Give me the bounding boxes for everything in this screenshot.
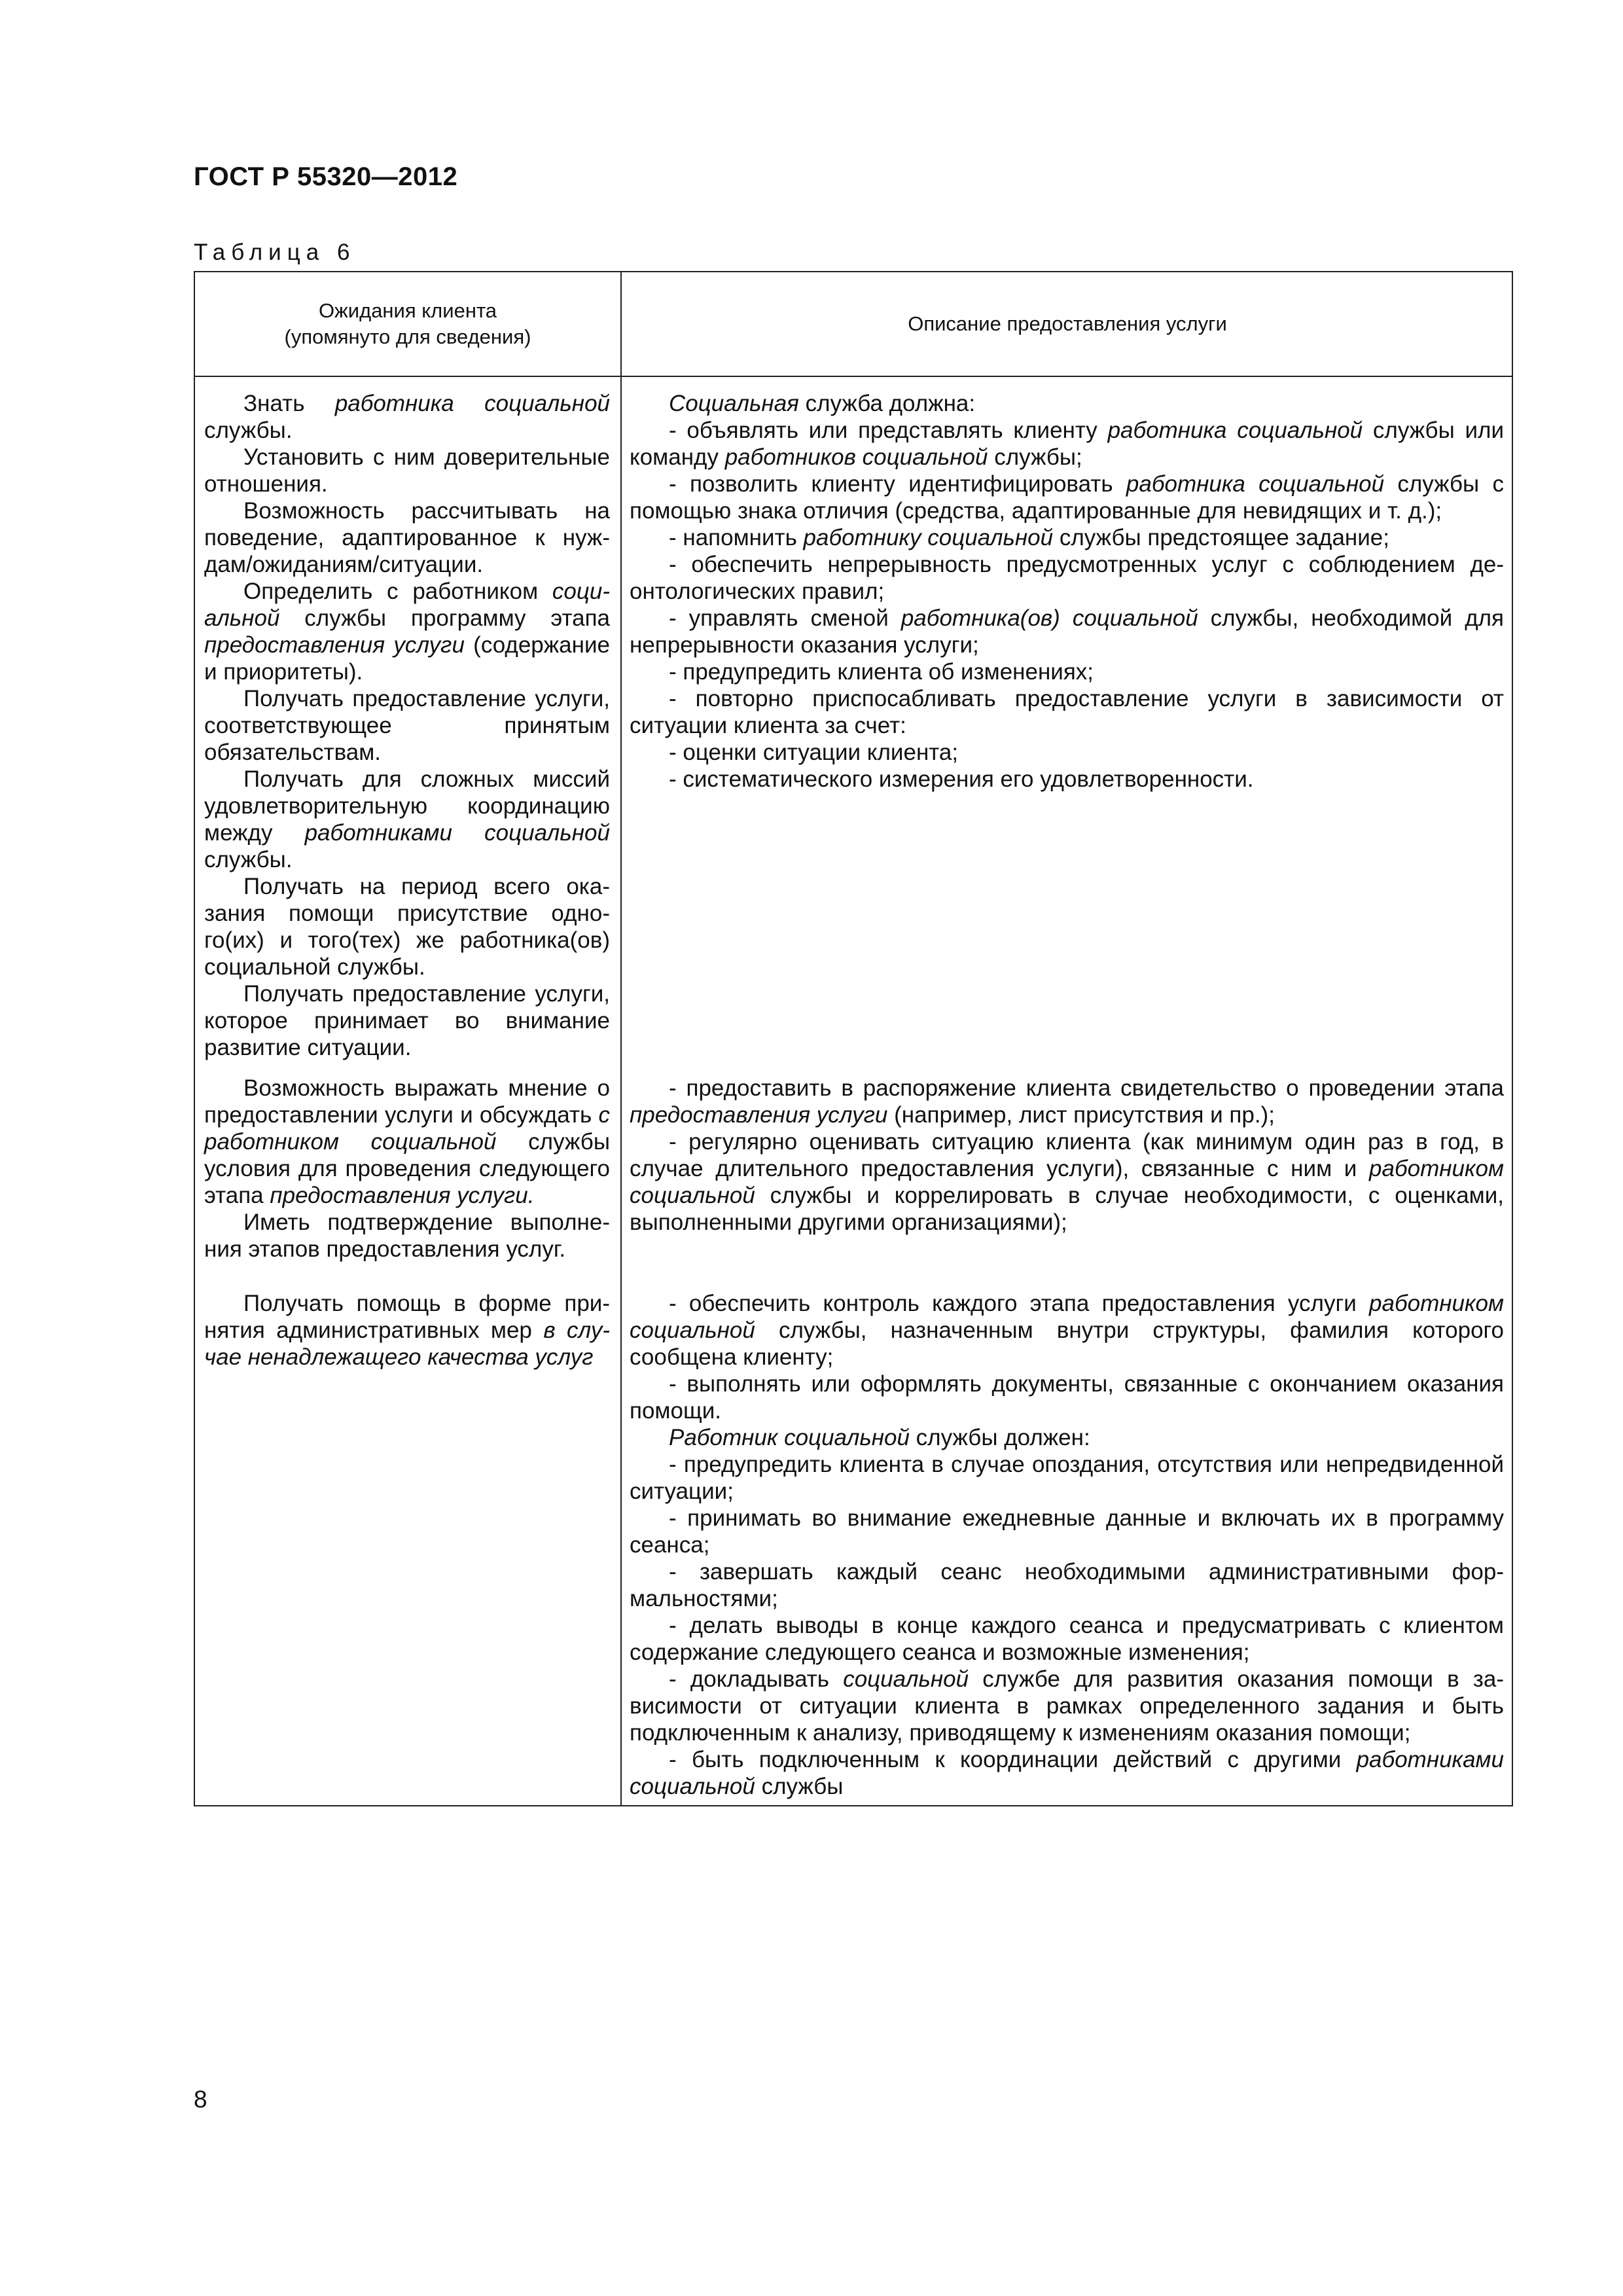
table-cell-paragraph: - управлять сменой работника(ов) социальной службы, необходимой для непрерывности оказания услуги; xyxy=(630,605,1504,658)
client-expectations-block-1 xyxy=(204,390,610,1061)
table-cell-paragraph: - предоставить в распоряжение клиента свидетельство о проведении этапа предоставления услуги (например, лист присутствия и пр.); xyxy=(630,1075,1504,1128)
column-header-service-description xyxy=(622,272,1513,376)
table-cell-paragraph: - предупредить клиента об изменениях; xyxy=(669,659,1094,685)
table-cell-paragraph: Получать предоставление услуги, соответствующее принятым обязательствам. xyxy=(204,686,610,765)
table-cell-paragraph: Получать помощь в форме принятия административных мер в случае ненадлежащего качества услуг xyxy=(204,1291,611,1370)
table-cell-paragraph: - повторно приспосабливать предоставление услуги в зависимости от ситуации клиента за счет: xyxy=(630,686,1504,738)
table-cell-paragraph: - оценки ситуации клиента; xyxy=(669,740,959,765)
service-description-block-3 xyxy=(630,1290,1504,1800)
column-header-client-expectations xyxy=(195,272,620,376)
table-cell-paragraph: Иметь подтверждение выполнения этапов предоставления услуг. xyxy=(204,1210,610,1262)
table-cell-paragraph: - быть подключенным к координации действий с другими работниками социальной службы xyxy=(630,1747,1504,1799)
table-cell-paragraph: - докладывать социальной службе для развития оказания помощи в зависимости от ситуации клиента в рамках определенного задания и быть подключенным к анализу, приводящему к изменениям оказания помощи; xyxy=(630,1666,1505,1746)
service-description-block-2 xyxy=(630,1075,1504,1236)
client-expectations-block-2 xyxy=(204,1075,610,1263)
table-cell-paragraph: Работник социальной службы должен: xyxy=(669,1425,1090,1450)
table-cell-paragraph: - завершать каждый сеанс необходимыми административными формальностями; xyxy=(630,1559,1504,1611)
table-cell-paragraph: Знать работника социальной службы. xyxy=(204,391,610,443)
header-divider xyxy=(195,376,1512,377)
page-number: 8 xyxy=(194,2086,207,2113)
table-cell-paragraph: - регулярно оценивать ситуацию клиента (как минимум один раз в год, в случае длительного предоставления услуги), связанные с ним и работником социальной службы и коррелировать в случае необходимости, с оценками, выполненными другими организациями); xyxy=(630,1129,1504,1235)
standard-designation: ГОСТ Р 55320—2012 xyxy=(194,162,458,191)
table-cell-paragraph: - объявлять или представлять клиенту работника социальной службы или команду работников социальной службы; xyxy=(630,418,1505,470)
table-cell-paragraph: Определить с работником социальной службы программу этапа предоставления услуги (содержание и приоритеты). xyxy=(204,579,610,685)
table-cell-paragraph: Возможность рассчитывать на поведение, адаптированное к нуждам/ожиданиям/ситуации. xyxy=(204,498,610,577)
service-description-block-1 xyxy=(630,390,1504,793)
table-cell-paragraph: - выполнять или оформлять документы, связанные с окончанием оказания помощи. xyxy=(630,1371,1504,1424)
table-cell-paragraph: Социальная служба должна: xyxy=(669,391,976,416)
table-cell-paragraph: - обеспечить непрерывность предусмотренных услуг с соблюдением деонтологических правил; xyxy=(630,552,1504,604)
table-cell-paragraph: Установить с ним доверительные отношения. xyxy=(204,444,610,497)
table-cell-paragraph: - систематического измерения его удовлетворенности. xyxy=(669,766,1254,792)
column-header-client-expectations-line2: (упомянуто для сведения) xyxy=(284,325,531,348)
table-cell-paragraph: - предупредить клиента в случае опоздания, отсутствия или непредвиденной ситуации; xyxy=(630,1452,1504,1504)
client-expectations-block-3 xyxy=(204,1290,610,1371)
table-cell-paragraph: - делать выводы в конце каждого сеанса и предусматривать с клиентом содержание следующего сеанса и возможные изменения; xyxy=(630,1613,1504,1665)
table-cell-paragraph: Получать для сложных миссий удовлетворительную координацию между работниками социальной службы. xyxy=(204,766,610,872)
table-cell-paragraph: - принимать во внимание ежедневные данные и включать их в программу сеанса; xyxy=(630,1505,1504,1558)
table-cell-paragraph: Возможность выражать мнение о предоставлении услуги и обсуждать с работником социальной службы условия для проведения следующего этапа предоставления услуги. xyxy=(204,1075,610,1208)
column-divider xyxy=(620,272,622,1805)
requirements-table xyxy=(194,271,1513,1806)
column-header-client-expectations-line1: Ожидания клиента xyxy=(318,299,497,322)
table-cell-paragraph: Получать на период всего оказания помощи присутствие одного(их) и того(тех) же работника(ов) социальной службы. xyxy=(204,874,610,980)
table-cell-paragraph: - напомнить работнику социальной службы предстоящее задание; xyxy=(669,525,1390,550)
table-caption: Таблица 6 xyxy=(194,240,356,265)
table-cell-paragraph: - обеспечить контроль каждого этапа предоставления услуги работником социальной службы, назначенным внутри структуры, фамилия которого сообщена клиенту; xyxy=(630,1291,1504,1370)
table-cell-paragraph: - позволить клиенту идентифицировать работника социальной службы с помощью знака отличия (средства, адаптированные для невидящих и т. д.); xyxy=(630,471,1505,524)
column-header-service-description-label: Описание предоставления услуги xyxy=(908,312,1227,335)
table-cell-paragraph: Получать предоставление услуги, которое принимает во внимание развитие ситуации. xyxy=(204,981,610,1060)
